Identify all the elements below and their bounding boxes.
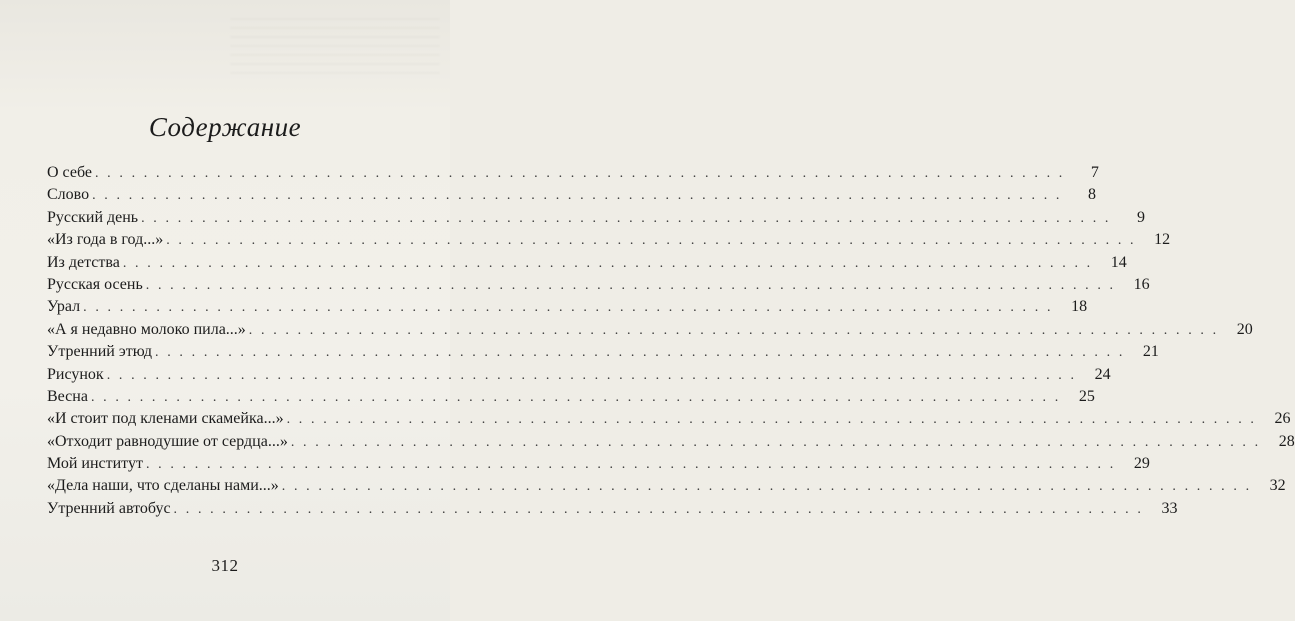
toc-entry-page: 14 (1110, 253, 1127, 271)
toc-entry-page: 26 (1274, 410, 1291, 428)
dot-leader: . . . . . . . . . . . . . . . . . . . . . . . . . . . . . . . . . . . . . . . . . . . . . . . . . . . . . . . . . . . . . . . . . . . . . . . . . . . . . . . . (141, 210, 1112, 226)
toc-entry-title: Рисунок (47, 365, 104, 383)
toc-entry (47, 229, 1171, 251)
toc-entry-title: Урал (47, 298, 81, 316)
dot-leader: . . . . . . . . . . . . . . . . . . . . . . . . . . . . . . . . . . . . . . . . . . . . . . . . . . . . . . . . . . . . . . . . . . . . . . . . . . . . . . . . (166, 233, 1137, 249)
toc-entry (47, 498, 1178, 520)
dot-leader: . . . . . . . . . . . . . . . . . . . . . . . . . . . . . . . . . . . . . . . . . . . . . . . . . . . . . . . . . . . . . . . . . . . . . . . . . . . . . . . . (92, 188, 1063, 204)
toc-entry (47, 431, 1295, 453)
toc-entry-title: Мой институт (47, 455, 143, 473)
toc-entry-page: 28 (1278, 432, 1295, 450)
dot-leader: . . . . . . . . . . . . . . . . . . . . . . . . . . . . . . . . . . . . . . . . . . . . . . . . . . . . . . . . . . . . . . . . . . . . . . . . . . . . . . . . (290, 434, 1261, 450)
dot-leader: . . . . . . . . . . . . . . . . . . . . . . . . . . . . . . . . . . . . . . . . . . . . . . . . . . . . . . . . . . . . . . . . . . . . . . . . . . . . . . . . (173, 501, 1144, 517)
toc-entry (47, 408, 1291, 430)
dot-leader: . . . . . . . . . . . . . . . . . . . . . . . . . . . . . . . . . . . . . . . . . . . . . . . . . . . . . . . . . . . . . . . . . . . . . . . . . . . . . . . . (94, 166, 1065, 181)
toc-entry-title: «Дела наши, что сделаны нами...» (47, 477, 279, 495)
toc-entry-page: 21 (1142, 343, 1159, 361)
toc-entry-title: Слово (47, 186, 90, 204)
toc-entry-title: Утренний этюд (47, 343, 153, 361)
toc-entry-title: Русская осень (47, 275, 143, 293)
toc-entry-page: 7 (1090, 164, 1099, 181)
toc-entry-page: 18 (1071, 298, 1088, 316)
toc-entry-page: 20 (1236, 320, 1253, 338)
dot-leader: . . . . . . . . . . . . . . . . . . . . . . . . . . . . . . . . . . . . . . . . . . . . . . . . . . . . . . . . . . . . . . . . . . . . . . . . . . . . . . . . (145, 277, 1116, 293)
toc-entry (47, 296, 1088, 318)
dot-leader: . . . . . . . . . . . . . . . . . . . . . . . . . . . . . . . . . . . . . . . . . . . . . . . . . . . . . . . . . . . . . . . . . . . . . . . . . . . . . . . . (155, 345, 1125, 361)
toc-entry-page: 25 (1078, 387, 1095, 405)
dot-leader: . . . . . . . . . . . . . . . . . . . . . . . . . . . . . . . . . . . . . . . . . . . . . . . . . . . . . . . . . . . . . . . . . . . . . . . . . . . . . . . . (248, 322, 1219, 338)
dot-leader: . . . . . . . . . . . . . . . . . . . . . . . . . . . . . . . . . . . . . . . . . . . . . . . . . . . . . . . . . . . . . . . . . . . . . . . . . . . . . . . . (145, 457, 1116, 473)
toc-entry (47, 207, 1146, 229)
toc-entry-title: «И стоит под кленами скамейка...» (47, 410, 284, 428)
toc-entry-title: Из детства (47, 253, 120, 271)
toc-entry-page: 33 (1161, 499, 1178, 517)
toc-entry-page: 32 (1269, 477, 1286, 495)
table-of-contents (47, 162, 1295, 520)
toc-entry-page: 9 (1137, 208, 1146, 226)
toc-entry-title: «А я недавно молоко пила...» (47, 320, 246, 338)
dot-leader: . . . . . . . . . . . . . . . . . . . . . . . . . . . . . . . . . . . . . . . . . . . . . . . . . . . . . . . . . . . . . . . . . . . . . . . . . . . . . . . . (106, 367, 1077, 383)
toc-entry (47, 274, 1150, 296)
toc-entry-page: 29 (1133, 455, 1150, 473)
toc-entry-page: 16 (1133, 275, 1150, 293)
toc-entry (47, 364, 1111, 386)
toc-entry-title: «Отходит равнодушие от сердца...» (47, 432, 288, 450)
dot-leader: . . . . . . . . . . . . . . . . . . . . . . . . . . . . . . . . . . . . . . . . . . . . . . . . . . . . . . . . . . . . . . . . . . . . . . . . . . . . . . . . (83, 300, 1054, 316)
dot-leader: . . . . . . . . . . . . . . . . . . . . . . . . . . . . . . . . . . . . . . . . . . . . . . . . . . . . . . . . . . . . . . . . . . . . . . . . . . . . . . . . (90, 389, 1061, 405)
dot-leader: . . . . . . . . . . . . . . . . . . . . . . . . . . . . . . . . . . . . . . . . . . . . . . . . . . . . . . . . . . . . . . . . . . . . . . . . . . . . . . . . (286, 412, 1257, 428)
dot-leader: . . . . . . . . . . . . . . . . . . . . . . . . . . . . . . . . . . . . . . . . . . . . . . . . . . . . . . . . . . . . . . . . . . . . . . . . . . . . . . . . (281, 479, 1252, 495)
toc-entry-title: «Из года в год...» (47, 231, 164, 249)
toc-entry-page: 24 (1094, 365, 1111, 383)
page-title: Содержание (148, 112, 302, 142)
toc-entry-title: Весна (47, 387, 88, 405)
toc-entry (47, 252, 1127, 274)
toc-entry-title: Русский день (47, 208, 139, 226)
toc-entry (47, 386, 1095, 408)
dot-leader: . . . . . . . . . . . . . . . . . . . . . . . . . . . . . . . . . . . . . . . . . . . . . . . . . . . . . . . . . . . . . . . . . . . . . . . . . . . . . . . . (122, 255, 1093, 271)
toc-entry (47, 162, 1099, 184)
toc-entry (47, 184, 1097, 206)
page-number: 312 (211, 556, 239, 575)
toc-entry (47, 453, 1150, 475)
toc-entry-page: 12 (1154, 231, 1171, 249)
toc-entry-title: О себе (47, 164, 92, 181)
show-through-shadow (230, 18, 440, 78)
toc-entry (47, 319, 1253, 341)
toc-entry-page: 8 (1088, 186, 1097, 204)
toc-entry (47, 341, 1159, 363)
toc-entry-title: Утренний автобус (47, 499, 171, 517)
toc-entry (47, 475, 1286, 497)
